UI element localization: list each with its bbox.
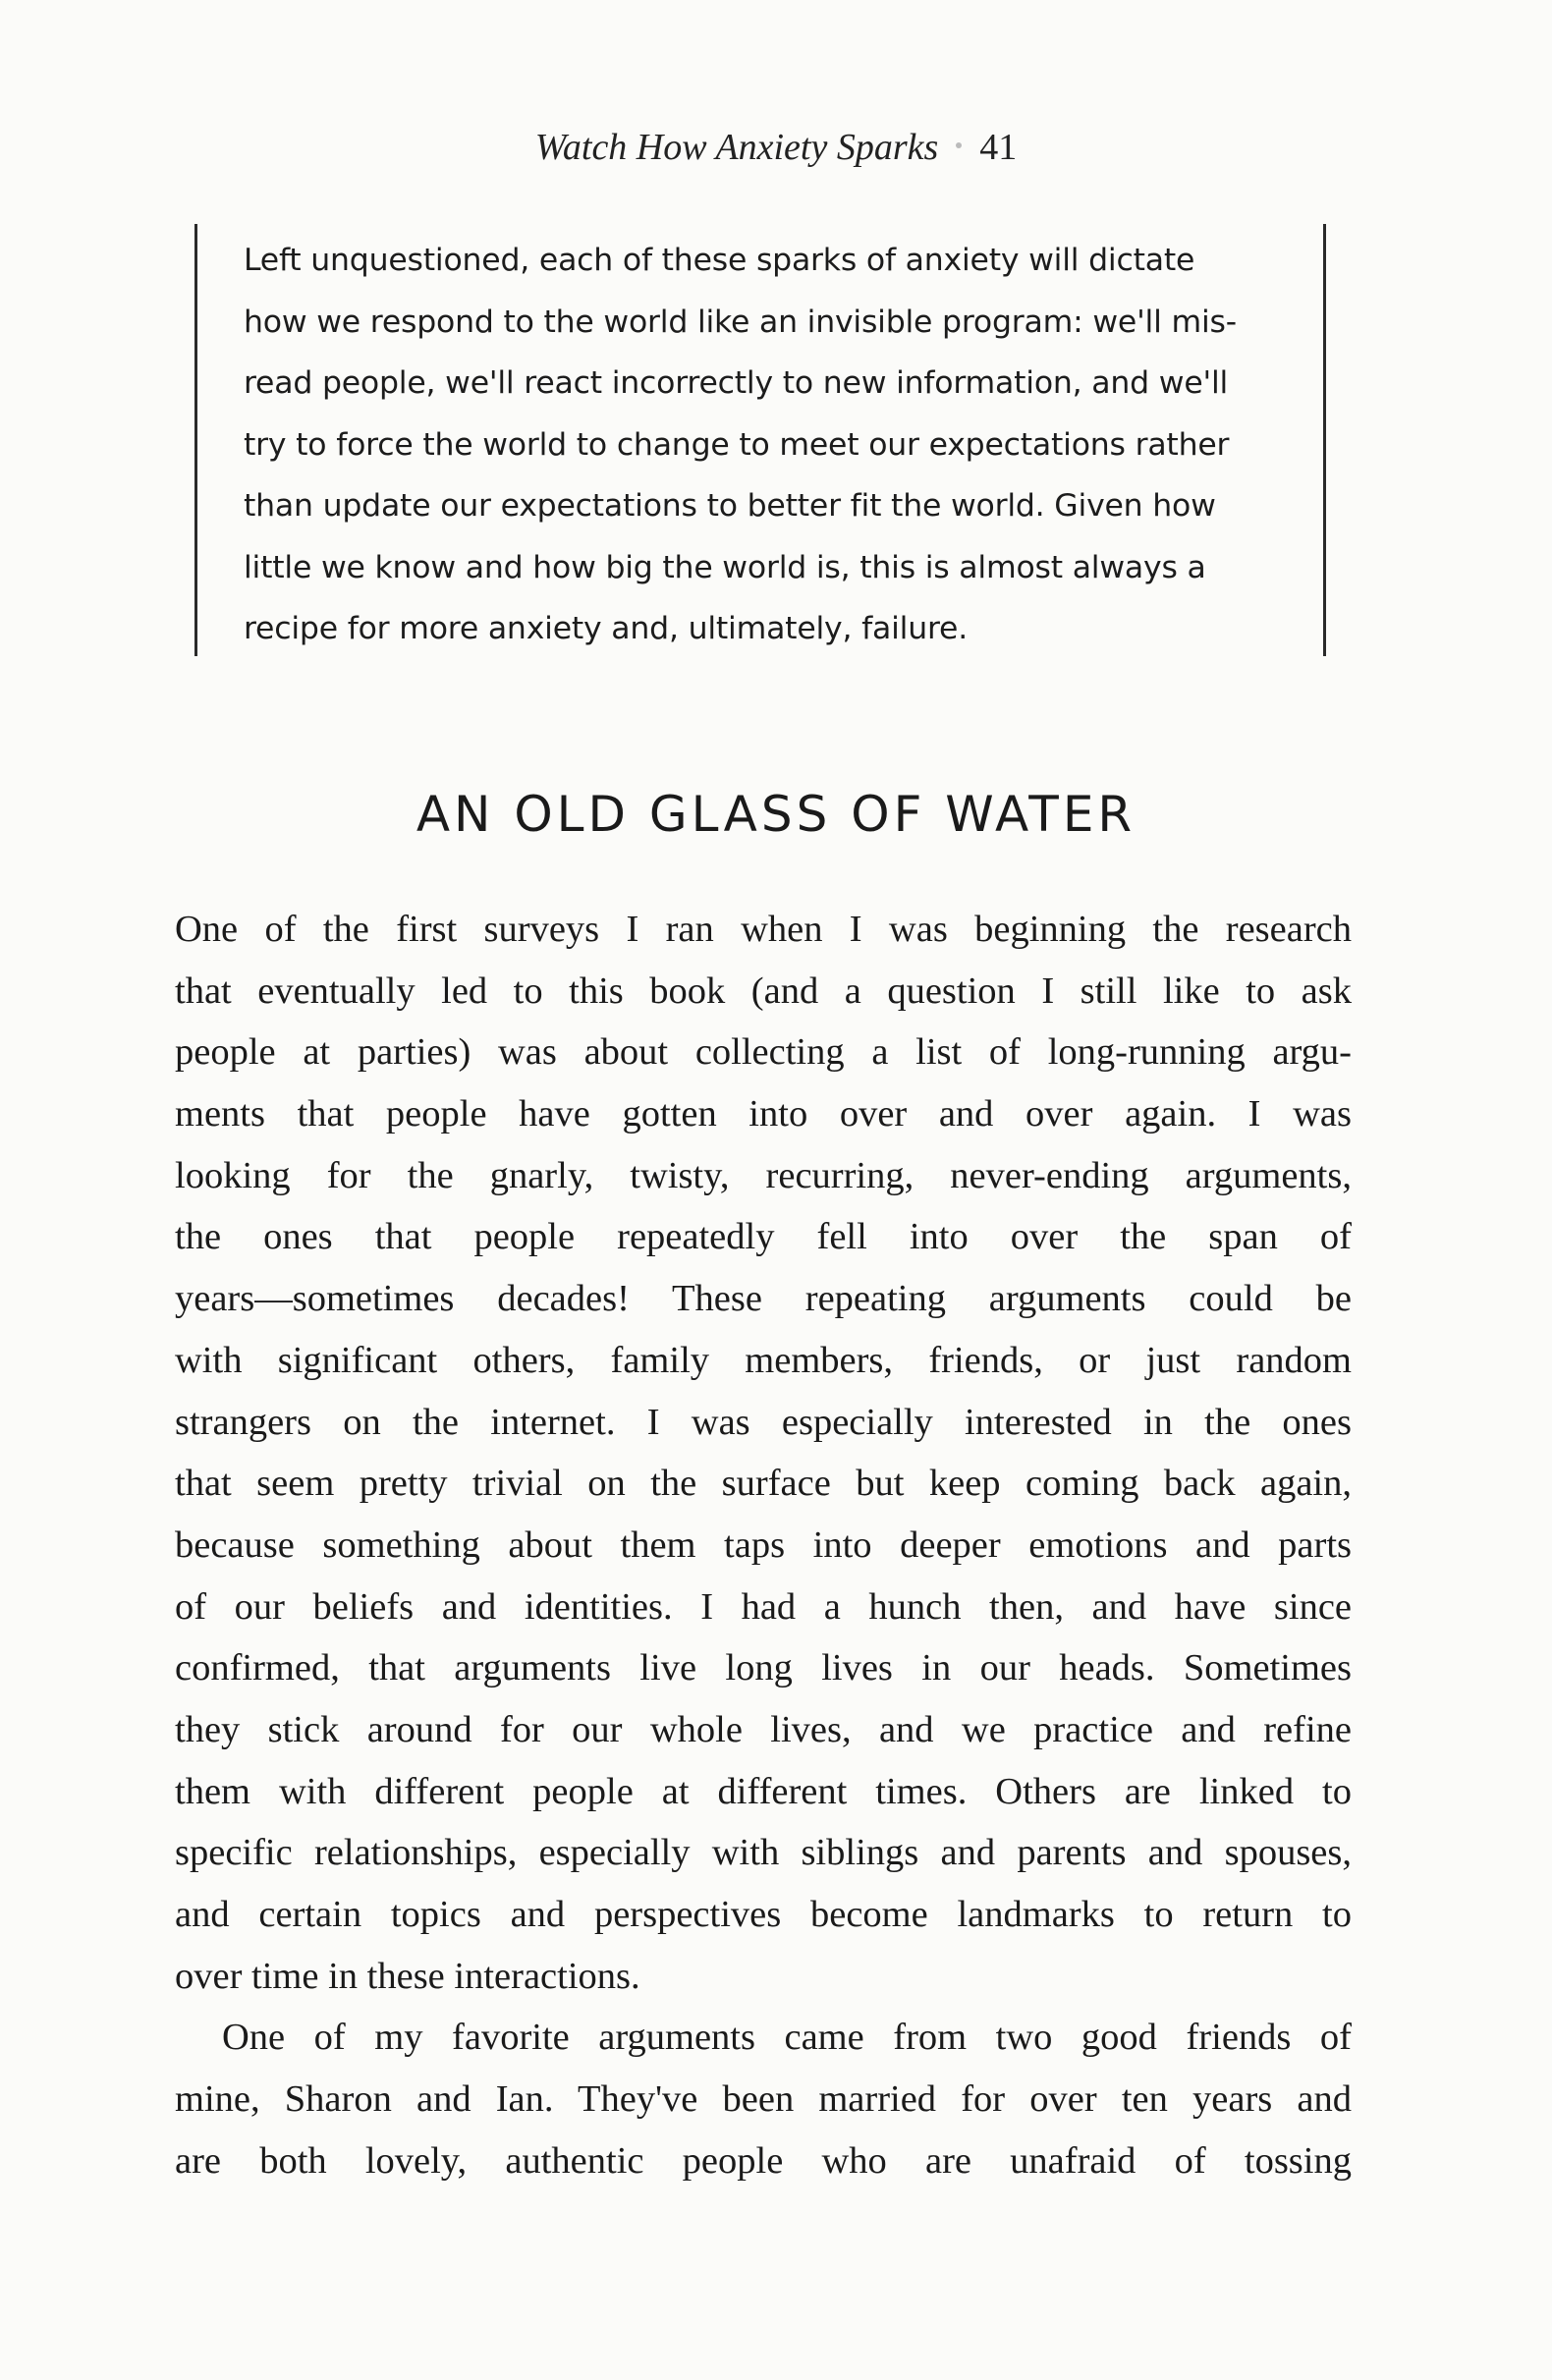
body-line: of our beliefs and identities. I had a hunch then, and have since bbox=[175, 1585, 1352, 1628]
sidebar-line: Left unquestioned, each of these sparks of anxiety will dictate bbox=[244, 243, 1195, 278]
body-line: One of my favorite arguments came from two good friends of bbox=[222, 2017, 1352, 2059]
paragraph-2 bbox=[175, 2007, 1352, 2191]
body-line: ments that people have gotten into over and over again. I was bbox=[175, 1093, 1352, 1135]
body-line: that seem pretty trivial on the surface but keep coming back again, bbox=[175, 1463, 1352, 1505]
body-line: specific relationships, especially with siblings and parents and spouses, bbox=[175, 1832, 1352, 1874]
body-line: and certain topics and perspectives become landmarks to return to bbox=[175, 1894, 1352, 1935]
body-line: because something about them taps into deeper emotions and parts bbox=[175, 1523, 1352, 1566]
body-line: confirmed, that arguments live long lives in our heads. Sometimes bbox=[175, 1647, 1352, 1689]
body-line: One of the first surveys I ran when I was beginning the research bbox=[175, 909, 1352, 950]
body-line: with significant others, family members, friends, or just random bbox=[175, 1339, 1352, 1381]
sidebar-line: recipe for more anxiety and, ultimately, failure. bbox=[244, 611, 969, 646]
sidebar-right-rule bbox=[1323, 224, 1326, 656]
running-head bbox=[0, 126, 1552, 169]
bullet-separator bbox=[956, 142, 962, 148]
page-number: 41 bbox=[979, 127, 1018, 168]
sidebar-line: little we know and how big the world is, this is almost always a bbox=[244, 549, 1206, 585]
body-line: strangers on the internet. I was especially interested in the ones bbox=[175, 1401, 1352, 1443]
sidebar-line: try to force the world to change to meet our expectations rather bbox=[244, 426, 1230, 463]
sidebar-box bbox=[194, 224, 1326, 656]
sidebar-line: read people, we'll react incorrectly to new information, and we'll bbox=[244, 365, 1229, 401]
body-line: mine, Sharon and Ian. They've been married for over ten years and bbox=[175, 2078, 1352, 2121]
body-line: years—sometimes decades! These repeating arguments could be bbox=[175, 1278, 1352, 1320]
body-line: that eventually led to this book (and a question I still like to ask bbox=[175, 969, 1352, 1012]
body-line: looking for the gnarly, twisty, recurring, never-ending arguments, bbox=[175, 1154, 1352, 1196]
sidebar-line: how we respond to the world like an invisible program: we'll mis- bbox=[244, 304, 1237, 340]
sidebar-text bbox=[244, 230, 1304, 660]
sidebar-line: than update our expectations to better fit the world. Given how bbox=[244, 488, 1216, 524]
section-heading: AN OLD GLASS OF WATER bbox=[416, 786, 1136, 843]
body-line: the ones that people repeatedly fell into over the span of bbox=[175, 1216, 1352, 1258]
sidebar-left-rule bbox=[194, 224, 197, 656]
body-line: people at parties) was about collecting a list of long-running argu- bbox=[175, 1031, 1352, 1074]
body-line: they stick around for our whole lives, and we practice and refine bbox=[175, 1708, 1352, 1750]
body-line: them with different people at different times. Others are linked to bbox=[175, 1770, 1352, 1812]
body-text bbox=[175, 899, 1352, 2191]
body-line: over time in these interactions. bbox=[175, 1955, 640, 1997]
paragraph-1 bbox=[175, 899, 1352, 2007]
running-head-title: Watch How Anxiety Sparks bbox=[534, 127, 939, 168]
body-line: are both lovely, authentic people who are unafraid of tossing bbox=[175, 2139, 1352, 2182]
